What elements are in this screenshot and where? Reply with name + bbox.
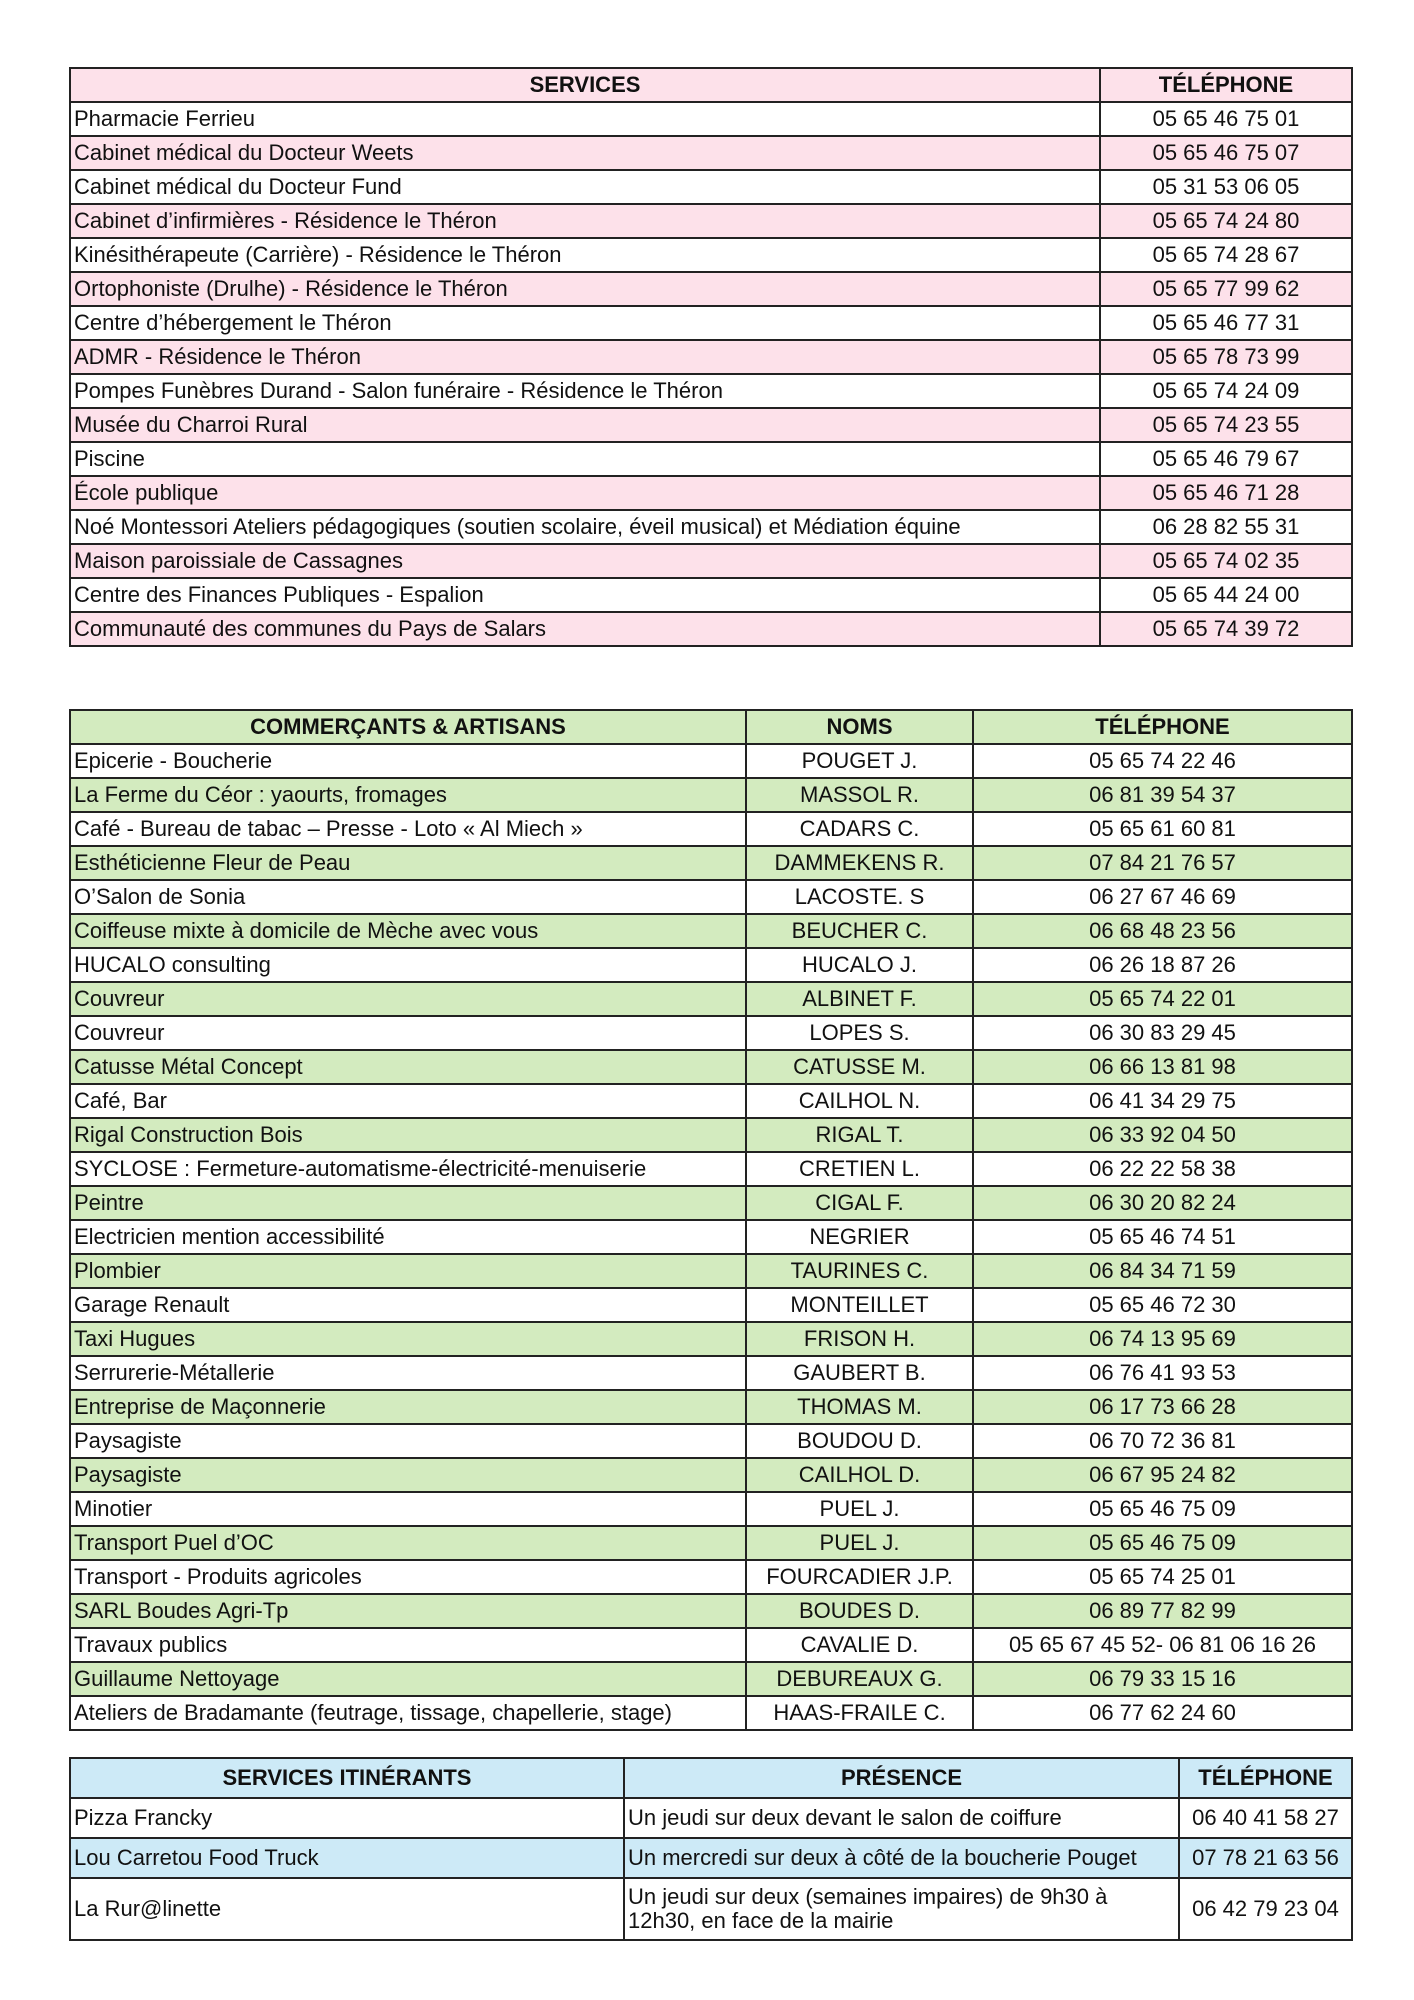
- table-row: [70, 510, 1352, 544]
- business-name-cell: Travaux publics: [70, 1628, 746, 1662]
- service-name-cell: Kinésithérapeute (Carrière) - Résidence le Théron: [70, 238, 1100, 272]
- presence-cell: Un jeudi sur deux (semaines impaires) de 9h30 à 12h30, en face de la mairie: [624, 1878, 1179, 1940]
- phone-cell: 05 65 74 02 35: [1100, 544, 1352, 578]
- table-row: [70, 1560, 1352, 1594]
- phone-cell: 05 65 61 60 81: [973, 812, 1352, 846]
- services-table: [69, 67, 1353, 647]
- owner-name-cell: MASSOL R.: [746, 778, 973, 812]
- business-name-cell: Guillaume Nettoyage: [70, 1662, 746, 1696]
- business-name-cell: Couvreur: [70, 1016, 746, 1050]
- phone-cell: 06 22 22 58 38: [973, 1152, 1352, 1186]
- business-name-cell: Café, Bar: [70, 1084, 746, 1118]
- phone-cell: 05 65 78 73 99: [1100, 340, 1352, 374]
- telephone-header: TÉLÉPHONE: [1179, 1758, 1352, 1798]
- table-row: [70, 1254, 1352, 1288]
- table-row: [70, 778, 1352, 812]
- phone-cell: 05 65 46 72 30: [973, 1288, 1352, 1322]
- service-name-cell: Centre d’hébergement le Théron: [70, 306, 1100, 340]
- phone-cell: 05 65 44 24 00: [1100, 578, 1352, 612]
- owner-name-cell: LOPES S.: [746, 1016, 973, 1050]
- business-name-cell: SYCLOSE : Fermeture-automatisme-électricité-menuiserie: [70, 1152, 746, 1186]
- commerces-body: [70, 744, 1352, 1730]
- owner-name-cell: LACOSTE. S: [746, 880, 973, 914]
- table-row: [70, 1492, 1352, 1526]
- owner-name-cell: BEUCHER C.: [746, 914, 973, 948]
- table-row: [70, 1696, 1352, 1730]
- phone-cell: 06 42 79 23 04: [1179, 1878, 1352, 1940]
- phone-cell: 06 68 48 23 56: [973, 914, 1352, 948]
- table-row: [70, 948, 1352, 982]
- business-name-cell: Café - Bureau de tabac – Presse - Loto « Al Miech »: [70, 812, 746, 846]
- itinerants-header: SERVICES ITINÉRANTS: [70, 1758, 624, 1798]
- telephone-header: TÉLÉPHONE: [1100, 68, 1352, 102]
- table-row: [70, 170, 1352, 204]
- owner-name-cell: FRISON H.: [746, 1322, 973, 1356]
- service-name-cell: Cabinet médical du Docteur Weets: [70, 136, 1100, 170]
- commerces-table: [69, 709, 1353, 1731]
- service-name-cell: Communauté des communes du Pays de Salars: [70, 612, 1100, 646]
- service-name-cell: Pharmacie Ferrieu: [70, 102, 1100, 136]
- owner-name-cell: CAILHOL N.: [746, 1084, 973, 1118]
- phone-cell: 06 89 77 82 99: [973, 1594, 1352, 1628]
- business-name-cell: La Ferme du Céor : yaourts, fromages: [70, 778, 746, 812]
- business-name-cell: Electricien mention accessibilité: [70, 1220, 746, 1254]
- table-row: [70, 238, 1352, 272]
- phone-cell: 05 65 74 24 80: [1100, 204, 1352, 238]
- owner-name-cell: POUGET J.: [746, 744, 973, 778]
- business-name-cell: Transport - Produits agricoles: [70, 1560, 746, 1594]
- services-header-row: [70, 68, 1352, 102]
- owner-name-cell: PUEL J.: [746, 1492, 973, 1526]
- service-name-cell: Pompes Funèbres Durand - Salon funéraire - Résidence le Théron: [70, 374, 1100, 408]
- owner-name-cell: CIGAL F.: [746, 1186, 973, 1220]
- owner-name-cell: PUEL J.: [746, 1526, 973, 1560]
- table-row: [70, 1356, 1352, 1390]
- table-row: [70, 204, 1352, 238]
- phone-cell: 05 65 46 74 51: [973, 1220, 1352, 1254]
- table-row: [70, 1050, 1352, 1084]
- phone-cell: 05 65 46 77 31: [1100, 306, 1352, 340]
- phone-cell: 05 65 77 99 62: [1100, 272, 1352, 306]
- owner-name-cell: DAMMEKENS R.: [746, 846, 973, 880]
- business-name-cell: Plombier: [70, 1254, 746, 1288]
- phone-cell: 05 65 74 23 55: [1100, 408, 1352, 442]
- owner-name-cell: CRETIEN L.: [746, 1152, 973, 1186]
- table-row: [70, 102, 1352, 136]
- owner-name-cell: CATUSSE M.: [746, 1050, 973, 1084]
- owner-name-cell: CADARS C.: [746, 812, 973, 846]
- phone-cell: 05 65 74 24 09: [1100, 374, 1352, 408]
- business-name-cell: Taxi Hugues: [70, 1322, 746, 1356]
- phone-cell: 06 76 41 93 53: [973, 1356, 1352, 1390]
- business-name-cell: Transport Puel d’OC: [70, 1526, 746, 1560]
- phone-cell: 05 65 46 71 28: [1100, 476, 1352, 510]
- noms-header: NOMS: [746, 710, 973, 744]
- owner-name-cell: MONTEILLET: [746, 1288, 973, 1322]
- itinerants-table: [69, 1757, 1353, 1941]
- phone-cell: 05 65 74 28 67: [1100, 238, 1352, 272]
- table-row: [70, 476, 1352, 510]
- services-body: [70, 102, 1352, 646]
- phone-cell: 06 67 95 24 82: [973, 1458, 1352, 1492]
- itinerants-body: [70, 1798, 1352, 1940]
- table-row: [70, 1322, 1352, 1356]
- owner-name-cell: RIGAL T.: [746, 1118, 973, 1152]
- phone-cell: 05 65 74 39 72: [1100, 612, 1352, 646]
- phone-cell: 07 84 21 76 57: [973, 846, 1352, 880]
- owner-name-cell: BOUDOU D.: [746, 1424, 973, 1458]
- table-row: [70, 880, 1352, 914]
- table-row: [70, 578, 1352, 612]
- phone-cell: 06 40 41 58 27: [1179, 1798, 1352, 1838]
- phone-cell: 06 79 33 15 16: [973, 1662, 1352, 1696]
- table-row: [70, 1458, 1352, 1492]
- table-row: [70, 306, 1352, 340]
- phone-cell: 06 66 13 81 98: [973, 1050, 1352, 1084]
- table-row: [70, 408, 1352, 442]
- owner-name-cell: GAUBERT B.: [746, 1356, 973, 1390]
- phone-cell: 06 77 62 24 60: [973, 1696, 1352, 1730]
- service-name-cell: Maison paroissiale de Cassagnes: [70, 544, 1100, 578]
- owner-name-cell: DEBUREAUX G.: [746, 1662, 973, 1696]
- table-row: [70, 1424, 1352, 1458]
- presence-header: PRÉSENCE: [624, 1758, 1179, 1798]
- table-row: [70, 812, 1352, 846]
- table-row: [70, 744, 1352, 778]
- telephone-header: TÉLÉPHONE: [973, 710, 1352, 744]
- business-name-cell: Ateliers de Bradamante (feutrage, tissage, chapellerie, stage): [70, 1696, 746, 1730]
- phone-cell: 05 65 74 25 01: [973, 1560, 1352, 1594]
- phone-cell: 06 70 72 36 81: [973, 1424, 1352, 1458]
- owner-name-cell: BOUDES D.: [746, 1594, 973, 1628]
- itinerants-header-row: [70, 1758, 1352, 1798]
- table-row: [70, 374, 1352, 408]
- owner-name-cell: THOMAS M.: [746, 1390, 973, 1424]
- commerces-header-row: [70, 710, 1352, 744]
- business-name-cell: Coiffeuse mixte à domicile de Mèche avec vous: [70, 914, 746, 948]
- phone-cell: 05 31 53 06 05: [1100, 170, 1352, 204]
- phone-cell: 06 17 73 66 28: [973, 1390, 1352, 1424]
- owner-name-cell: FOURCADIER J.P.: [746, 1560, 973, 1594]
- phone-cell: 07 78 21 63 56: [1179, 1838, 1352, 1878]
- owner-name-cell: TAURINES C.: [746, 1254, 973, 1288]
- business-name-cell: Garage Renault: [70, 1288, 746, 1322]
- phone-cell: 06 27 67 46 69: [973, 880, 1352, 914]
- table-row: [70, 1016, 1352, 1050]
- phone-cell: 05 65 74 22 46: [973, 744, 1352, 778]
- table-row: [70, 1220, 1352, 1254]
- table-row: [70, 1594, 1352, 1628]
- service-name-cell: Ortophoniste (Drulhe) - Résidence le Théron: [70, 272, 1100, 306]
- table-row: [70, 914, 1352, 948]
- service-name-cell: Cabinet d’infirmières - Résidence le Théron: [70, 204, 1100, 238]
- phone-cell: 05 65 46 75 01: [1100, 102, 1352, 136]
- business-name-cell: Paysagiste: [70, 1458, 746, 1492]
- phone-cell: 05 65 46 75 07: [1100, 136, 1352, 170]
- phone-cell: 06 30 83 29 45: [973, 1016, 1352, 1050]
- itinerant-name-cell: Lou Carretou Food Truck: [70, 1838, 624, 1878]
- table-row: [70, 1288, 1352, 1322]
- table-row: [70, 1152, 1352, 1186]
- business-name-cell: O’Salon de Sonia: [70, 880, 746, 914]
- phone-cell: 05 65 46 79 67: [1100, 442, 1352, 476]
- table-row: [70, 1390, 1352, 1424]
- table-row: [70, 272, 1352, 306]
- phone-cell: 05 65 74 22 01: [973, 982, 1352, 1016]
- service-name-cell: Musée du Charroi Rural: [70, 408, 1100, 442]
- presence-cell: Un jeudi sur deux devant le salon de coiffure: [624, 1798, 1179, 1838]
- itinerant-name-cell: Pizza Francky: [70, 1798, 624, 1838]
- owner-name-cell: HUCALO J.: [746, 948, 973, 982]
- service-name-cell: Noé Montessori Ateliers pédagogiques (soutien scolaire, éveil musical) et Médiation équine: [70, 510, 1100, 544]
- table-row: [70, 1118, 1352, 1152]
- table-row: [70, 1838, 1352, 1878]
- phone-cell: 05 65 46 75 09: [973, 1492, 1352, 1526]
- table-row: [70, 442, 1352, 476]
- phone-cell: 06 33 92 04 50: [973, 1118, 1352, 1152]
- commerces-header: COMMERÇANTS & ARTISANS: [70, 710, 746, 744]
- phone-cell: 06 84 34 71 59: [973, 1254, 1352, 1288]
- business-name-cell: Esthéticienne Fleur de Peau: [70, 846, 746, 880]
- business-name-cell: Minotier: [70, 1492, 746, 1526]
- phone-cell: 05 65 67 45 52- 06 81 06 16 26: [973, 1628, 1352, 1662]
- phone-cell: 06 74 13 95 69: [973, 1322, 1352, 1356]
- service-name-cell: Cabinet médical du Docteur Fund: [70, 170, 1100, 204]
- table-row: [70, 1628, 1352, 1662]
- table-row: [70, 846, 1352, 880]
- table-row: [70, 1662, 1352, 1696]
- presence-cell: Un mercredi sur deux à côté de la boucherie Pouget: [624, 1838, 1179, 1878]
- owner-name-cell: CAVALIE D.: [746, 1628, 973, 1662]
- phone-cell: 06 41 34 29 75: [973, 1084, 1352, 1118]
- table-row: [70, 1878, 1352, 1940]
- table-row: [70, 612, 1352, 646]
- table-row: [70, 340, 1352, 374]
- service-name-cell: ADMR - Résidence le Théron: [70, 340, 1100, 374]
- business-name-cell: Paysagiste: [70, 1424, 746, 1458]
- phone-cell: 06 81 39 54 37: [973, 778, 1352, 812]
- table-row: [70, 1084, 1352, 1118]
- business-name-cell: SARL Boudes Agri-Tp: [70, 1594, 746, 1628]
- business-name-cell: Peintre: [70, 1186, 746, 1220]
- business-name-cell: Epicerie - Boucherie: [70, 744, 746, 778]
- table-row: [70, 136, 1352, 170]
- service-name-cell: Piscine: [70, 442, 1100, 476]
- phone-cell: 06 30 20 82 24: [973, 1186, 1352, 1220]
- phone-cell: 06 26 18 87 26: [973, 948, 1352, 982]
- table-row: [70, 544, 1352, 578]
- owner-name-cell: ALBINET F.: [746, 982, 973, 1016]
- phone-cell: 06 28 82 55 31: [1100, 510, 1352, 544]
- business-name-cell: Entreprise de Maçonnerie: [70, 1390, 746, 1424]
- phone-cell: 05 65 46 75 09: [973, 1526, 1352, 1560]
- business-name-cell: HUCALO consulting: [70, 948, 746, 982]
- business-name-cell: Rigal Construction Bois: [70, 1118, 746, 1152]
- table-row: [70, 1798, 1352, 1838]
- business-name-cell: Couvreur: [70, 982, 746, 1016]
- services-header: SERVICES: [70, 68, 1100, 102]
- service-name-cell: École publique: [70, 476, 1100, 510]
- service-name-cell: Centre des Finances Publiques - Espalion: [70, 578, 1100, 612]
- owner-name-cell: NEGRIER: [746, 1220, 973, 1254]
- itinerant-name-cell: La Rur@linette: [70, 1878, 624, 1940]
- table-row: [70, 1186, 1352, 1220]
- business-name-cell: Serrurerie-Métallerie: [70, 1356, 746, 1390]
- owner-name-cell: CAILHOL D.: [746, 1458, 973, 1492]
- table-row: [70, 1526, 1352, 1560]
- table-row: [70, 982, 1352, 1016]
- owner-name-cell: HAAS-FRAILE C.: [746, 1696, 973, 1730]
- business-name-cell: Catusse Métal Concept: [70, 1050, 746, 1084]
